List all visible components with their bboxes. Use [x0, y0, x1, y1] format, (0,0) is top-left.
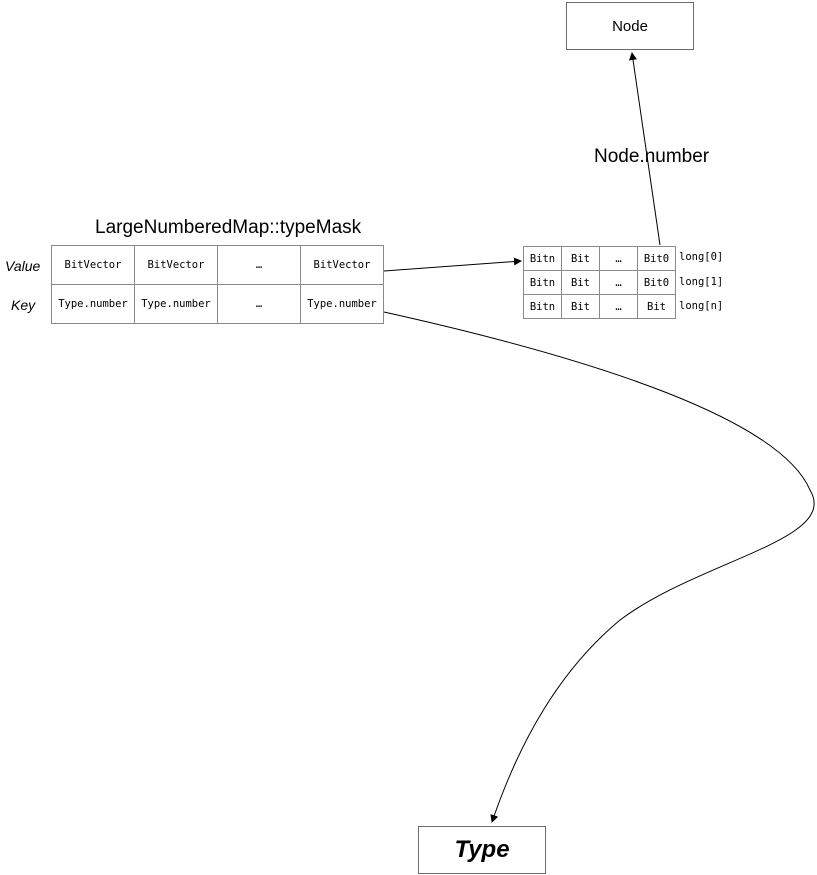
typemask-map-table	[51, 245, 384, 324]
key-row	[52, 285, 384, 324]
bit-cell: Bitn	[524, 271, 562, 295]
bit-row	[524, 295, 676, 319]
bit-cell: Bit	[562, 247, 600, 271]
node-box-label: Node	[612, 17, 648, 35]
value-row-label: Value	[5, 258, 41, 274]
long-row-label: long[0]	[679, 251, 724, 263]
long-row-label: long[n]	[679, 300, 724, 312]
node-box	[566, 2, 694, 50]
value-cell: BitVector	[52, 246, 135, 285]
key-row-label: Key	[11, 297, 36, 313]
type-box-label: Type	[454, 836, 510, 863]
key-cell: Type.number	[52, 285, 135, 324]
bit-cell-ellipsis: …	[600, 271, 638, 295]
value-cell: BitVector	[135, 246, 218, 285]
key-cell: Type.number	[135, 285, 218, 324]
bit-cell: Bitn	[524, 295, 562, 319]
bit-cell-ellipsis: …	[600, 247, 638, 271]
map-title: LargeNumberedMap::typeMask	[95, 217, 362, 238]
value-cell: BitVector	[301, 246, 384, 285]
bit-cell: Bit	[562, 295, 600, 319]
edge-value-to-bits	[384, 261, 521, 271]
type-box	[418, 826, 546, 874]
bitvector-bits-table	[523, 246, 676, 319]
bit-cell-ellipsis: …	[600, 295, 638, 319]
bit-cell: Bit0	[638, 247, 676, 271]
long-row-label: long[1]	[679, 276, 724, 288]
edge-key-to-type	[384, 312, 814, 822]
bit-row	[524, 247, 676, 271]
node-number-edge-label: Node.number	[594, 146, 710, 167]
bit-cell: Bit0	[638, 271, 676, 295]
key-cell-ellipsis: …	[218, 285, 301, 324]
bit-row	[524, 271, 676, 295]
bit-cell: Bitn	[524, 247, 562, 271]
value-row	[52, 246, 384, 285]
bit-cell: Bit	[638, 295, 676, 319]
key-cell: Type.number	[301, 285, 384, 324]
value-cell-ellipsis: …	[218, 246, 301, 285]
bit-cell: Bit	[562, 271, 600, 295]
